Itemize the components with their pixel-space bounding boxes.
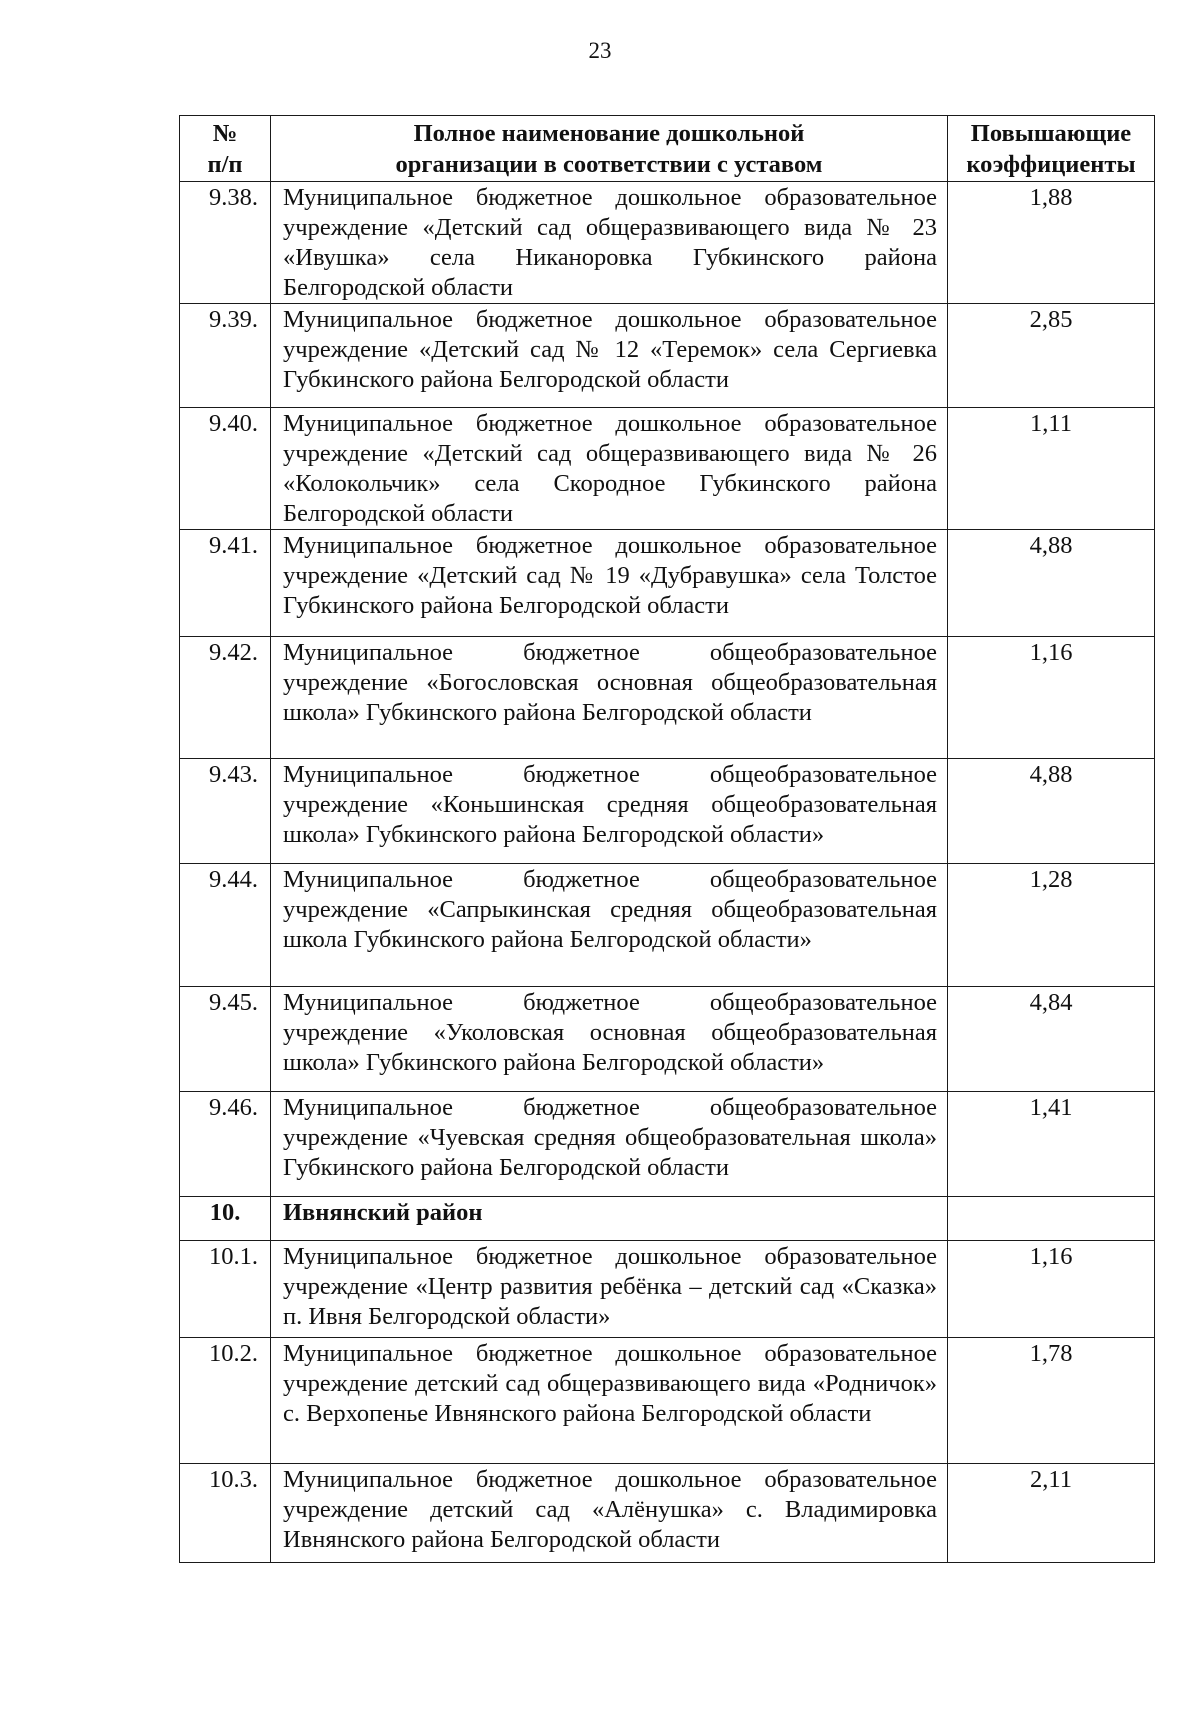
coefficient: 1,78 bbox=[948, 1338, 1155, 1464]
table-row bbox=[180, 1092, 1155, 1197]
row-number: 9.41. bbox=[180, 530, 271, 637]
row-number: 9.42. bbox=[180, 637, 271, 759]
coefficient: 2,11 bbox=[948, 1464, 1155, 1563]
coefficient: 1,11 bbox=[948, 408, 1155, 530]
organization-name: Муниципальное бюджетное общеобразовательное учреждение «Чуевская средняя общеобразовательная школа» Губкинского района Белгородской области bbox=[271, 1092, 948, 1197]
row-number: 9.46. bbox=[180, 1092, 271, 1197]
section-title: Ивнянский район bbox=[271, 1197, 948, 1241]
row-number: 9.44. bbox=[180, 864, 271, 987]
coefficient: 1,16 bbox=[948, 637, 1155, 759]
coefficient: 2,85 bbox=[948, 304, 1155, 408]
organization-name: Муниципальное бюджетное дошкольное образовательное учреждение детский сад общеразвивающего вида «Родничок» с. Верхопенье Ивнянского района Белгородской области bbox=[271, 1338, 948, 1464]
organizations-table bbox=[179, 115, 1155, 1563]
table-row bbox=[180, 530, 1155, 637]
table-row bbox=[180, 1464, 1155, 1563]
section-number: 10. bbox=[180, 1197, 271, 1241]
header-coef: Повышающие коэффициенты bbox=[948, 116, 1155, 182]
table-row bbox=[180, 304, 1155, 408]
table-row bbox=[180, 864, 1155, 987]
header-num: № п/п bbox=[180, 116, 271, 182]
table-row bbox=[180, 408, 1155, 530]
organization-name: Муниципальное бюджетное общеобразовательное учреждение «Богословская основная общеобразовательная школа» Губкинского района Белгородской области bbox=[271, 637, 948, 759]
section-row bbox=[180, 1197, 1155, 1241]
section-coefficient bbox=[948, 1197, 1155, 1241]
row-number: 9.39. bbox=[180, 304, 271, 408]
row-number: 9.45. bbox=[180, 987, 271, 1092]
coefficient: 4,84 bbox=[948, 987, 1155, 1092]
coefficient: 1,88 bbox=[948, 182, 1155, 304]
table-row bbox=[180, 987, 1155, 1092]
organization-name: Муниципальное бюджетное дошкольное образовательное учреждение «Детский сад № 19 «Дубравушка» села Толстое Губкинского района Белгородской области bbox=[271, 530, 948, 637]
row-number: 9.38. bbox=[180, 182, 271, 304]
row-number: 9.40. bbox=[180, 408, 271, 530]
row-number: 10.1. bbox=[180, 1241, 271, 1338]
organization-name: Муниципальное бюджетное дошкольное образовательное учреждение «Центр развития ребёнка – детский сад «Сказка» п. Ивня Белгородской области» bbox=[271, 1241, 948, 1338]
coefficient: 4,88 bbox=[948, 759, 1155, 864]
coefficient: 1,41 bbox=[948, 1092, 1155, 1197]
table-row bbox=[180, 637, 1155, 759]
organization-name: Муниципальное бюджетное дошкольное образовательное учреждение «Детский сад № 12 «Теремок» села Сергиевка Губкинского района Белгородской области bbox=[271, 304, 948, 408]
organization-name: Муниципальное бюджетное дошкольное образовательное учреждение «Детский сад общеразвивающего вида № 23 «Ивушка» села Никаноровка Губкинского района Белгородской области bbox=[271, 182, 948, 304]
table-row bbox=[180, 1338, 1155, 1464]
page-number: 23 bbox=[588, 38, 612, 63]
organization-name: Муниципальное бюджетное дошкольное образовательное учреждение «Детский сад общеразвивающего вида № 26 «Колокольчик» села Скородное Губкинского района Белгородской области bbox=[271, 408, 948, 530]
organization-name: Муниципальное бюджетное общеобразовательное учреждение «Уколовская основная общеобразовательная школа» Губкинского района Белгородской области» bbox=[271, 987, 948, 1092]
coefficient: 1,16 bbox=[948, 1241, 1155, 1338]
organization-name: Муниципальное бюджетное общеобразовательное учреждение «Коньшинская средняя общеобразовательная школа» Губкинского района Белгородской области» bbox=[271, 759, 948, 864]
row-number: 10.3. bbox=[180, 1464, 271, 1563]
row-number: 9.43. bbox=[180, 759, 271, 864]
table-row bbox=[180, 182, 1155, 304]
coefficient: 1,28 bbox=[948, 864, 1155, 987]
organization-name: Муниципальное бюджетное общеобразовательное учреждение «Сапрыкинская средняя общеобразовательная школа Губкинского района Белгородской области» bbox=[271, 864, 948, 987]
table-header-row bbox=[180, 116, 1155, 182]
header-name: Полное наименование дошкольной организации в соответствии с уставом bbox=[271, 116, 948, 182]
table-row bbox=[180, 1241, 1155, 1338]
organization-name: Муниципальное бюджетное дошкольное образовательное учреждение детский сад «Алёнушка» с. Владимировка Ивнянского района Белгородской области bbox=[271, 1464, 948, 1563]
coefficient: 4,88 bbox=[948, 530, 1155, 637]
table-row bbox=[180, 759, 1155, 864]
row-number: 10.2. bbox=[180, 1338, 271, 1464]
